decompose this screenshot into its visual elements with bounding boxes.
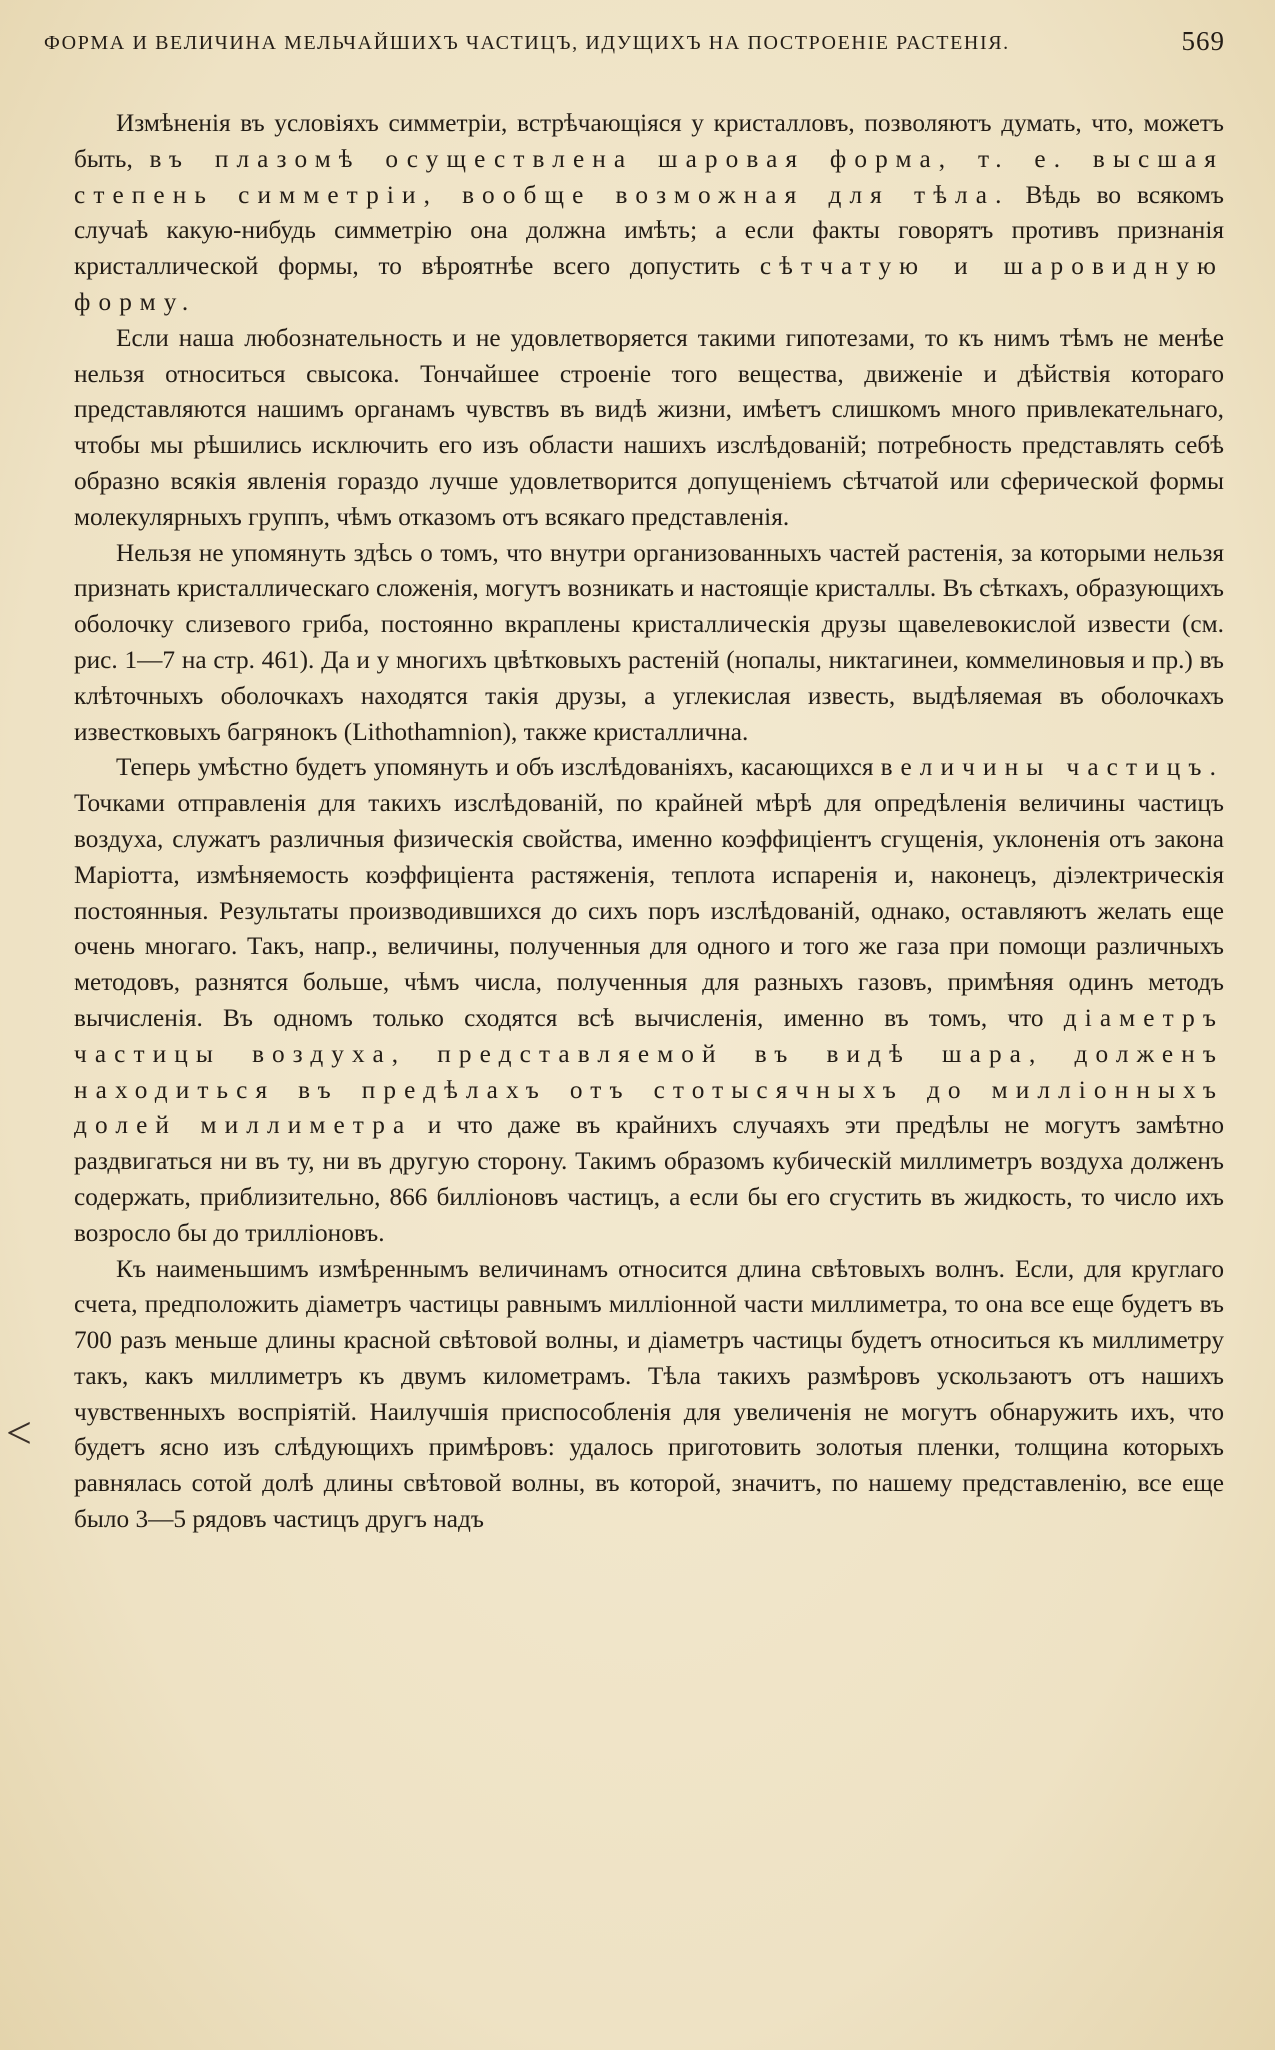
page-body: [74, 106, 1224, 1538]
spaced-emphasis: въ плазомѣ осуществлена шаровая форма, т. е. высшая степень симметріи, вообще возможная для тѣла.: [74, 144, 1225, 209]
spaced-emphasis: діаметръ частицы воздуха, представляемой въ видѣ шара, долженъ находиться въ предѣлахъ отъ стотысячныхъ до милліонныхъ долей миллиметра: [74, 1003, 1224, 1140]
running-head: ФОРМА И ВЕЛИЧИНА МЕЛЬЧАЙШИХЪ ЧАСТИЦЪ, ИДУЩИХЪ НА ПОСТРОЕНІЕ РАСТЕНІЯ.: [44, 32, 1010, 54]
paragraph-text: Точками отправленія для такихъ изслѣдованій, по крайней мѣрѣ для опредѣленія величины частицъ воздуха, служатъ различныя физическія свойства, именно коэффиціентъ сгущенія, уклоненія отъ закона Маріотта, измѣняемость коэффиціента растяженія, теплота испаренія и, наконецъ, діэлектрическія постоянныя. Результаты производившихся до сихъ поръ изслѣдованій, однако, оставляютъ желать еще очень многаго. Такъ, напр., величины, полученныя для одного и того же газа при помощи различныхъ методовъ, разнятся больше, чѣмъ числа, полученныя для разныхъ газовъ, примѣняя одинъ методъ вычисленія. Въ одномъ только сходятся всѣ вычисленія, именно въ томъ, что: [74, 789, 1224, 1032]
spaced-emphasis: величины частицъ.: [880, 753, 1224, 782]
paragraph-text: и что даже въ крайнихъ случаяхъ эти предѣлы не могутъ замѣтно раздвигаться ни въ ту, ни въ другую сторону. Такимъ образомъ кубическій миллиметръ воздуха долженъ содержать, приблизительно, 866 билліоновъ частицъ, а если бы его сгустить въ жидкость, то число ихъ возросло бы до трилліоновъ.: [74, 1111, 1224, 1247]
paragraph: [74, 536, 1224, 751]
page-header: [44, 22, 1225, 62]
paragraph-text: Измѣненія въ условіяхъ симметріи, встрѣчающіяся у кристалловъ, позволяютъ думать, что, можетъ быть,: [74, 109, 1224, 173]
paragraph-text: Если наша любознательность и не удовлетворяется такими гипотезами, то къ нимъ тѣмъ не менѣе нельзя относиться свысока. Тончайшее строеніе того вещества, движеніе и дѣйствія котораго представляются нашимъ органамъ чувствъ въ видѣ жизни, имѣетъ слишкомъ много привлекательнаго, чтобы мы рѣшились исключить его изъ области нашихъ изслѣдованій; потребность представлять себѣ образно всякія явленія гораздо лучше удовлетворится допущеніемъ сѣтчатой или сферической формы молекулярныхъ группъ, чѣмъ отказомъ отъ всякаго представленія.: [74, 323, 1224, 531]
paragraph: [74, 106, 1224, 321]
margin-mark: <: [6, 1407, 32, 1458]
page-number: 569: [1181, 26, 1225, 56]
paragraph-text: Нельзя не упомянуть здѣсь о томъ, что внутри организованныхъ частей растенія, за которыми нельзя признать кристаллическаго сложенія, могутъ возникать и настоящіе кристаллы. Въ сѣткахъ, образующихъ оболочку слизевого гриба, постоянно вкраплены кристаллическія друзы щавелевокислой извести (см. рис. 1—7 на стр. 461). Да и у многихъ цвѣтковыхъ растеній (нопалы, никтагинеи, коммелиновыя и пр.) въ клѣточныхъ оболочкахъ находятся такія друзы, а углекислая известь, выдѣляемая въ оболочкахъ известковыхъ багрянокъ (Lithothamnion), также кристаллична.: [74, 538, 1224, 746]
paragraph: [74, 1252, 1224, 1538]
paragraph-text: Теперь умѣстно будетъ упомянуть и объ изслѣдованіяхъ, касающихся: [116, 753, 881, 782]
paragraph: [74, 750, 1224, 1251]
paragraph-text: Вѣдь во всякомъ случаѣ какую-нибудь симметрію она должна имѣть; а если факты говорятъ противъ признанія кристаллической формы, то вѣроятнѣе всего допустить: [74, 180, 1224, 281]
paragraph-text: Къ наименьшимъ измѣреннымъ величинамъ относится длина свѣтовыхъ волнъ. Если, для круглаго счета, предположить діаметръ частицы равнымъ милліонной части миллиметра, то она все еще будетъ въ 700 разъ меньше длины красной свѣтовой волны, и діаметръ частицы будетъ относиться къ миллиметру такъ, какъ миллиметръ къ двумъ километрамъ. Тѣла такихъ размѣровъ ускользаютъ отъ нашихъ чувственныхъ воспріятій. Наилучшія приспособленія для увеличенія не могутъ обнаружить ихъ, что будетъ ясно изъ слѣдующихъ примѣровъ: удалось приготовить золотыя пленки, толщина которыхъ равнялась сотой долѣ длины свѣтовой волны, въ которой, значитъ, по нашему представленію, все еще было 3—5 рядовъ частицъ другъ надъ: [74, 1254, 1224, 1534]
spaced-emphasis: сѣтчатую и шаровидную форму.: [74, 252, 1224, 316]
paragraph: [74, 321, 1224, 536]
